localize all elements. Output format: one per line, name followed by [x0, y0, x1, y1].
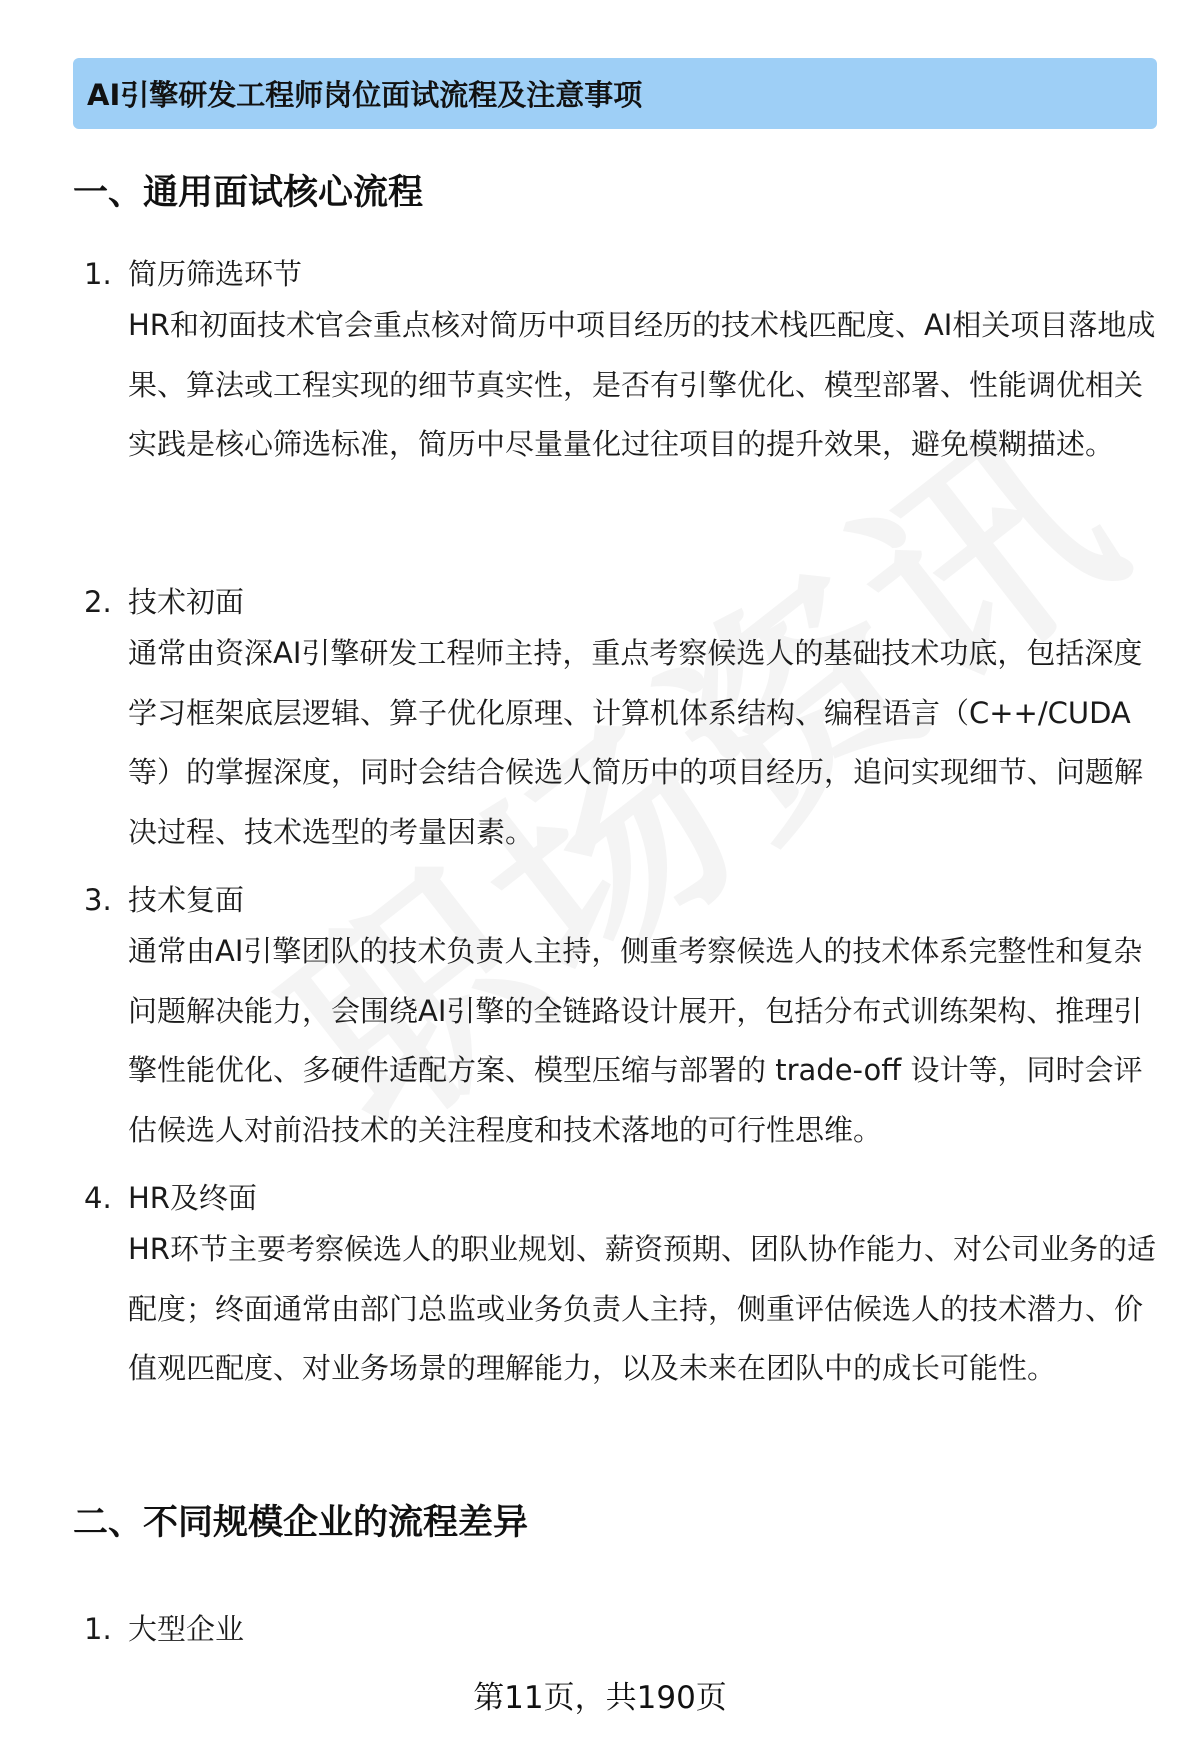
list-item-body: 通常由资深AI引擎研发工程师主持，重点考察候选人的基础技术功底，包括深度学习框架底层逻辑、算子优化原理、计算机体系结构、编程语言（C++/CUDA等）的掌握深度，同时会结合候选人简历中的项目经历，追问实现细节、问题解决过程、技术选型的考量因素。 — [128, 636, 1144, 849]
list-item-body: 通常由AI引擎团队的技术负责人主持，侧重考察候选人的技术体系完整性和复杂问题解决能力，会围绕AI引擎的全链路设计展开，包括分布式训练架构、推理引擎性能优化、多硬件适配方案、模型压缩与部署的 trade-off 设计等，同时会评估候选人对前沿技术的关注程度和技术落地的可行性思维。 — [128, 934, 1143, 1147]
list-item-label: 技术初面 — [128, 585, 245, 619]
list-item-number: 2. — [84, 585, 112, 619]
section-heading-2: 二、不同规模企业的流程差异 — [73, 1503, 529, 1543]
list-item-title — [84, 878, 244, 919]
list-item-label: 简历筛选环节 — [128, 257, 303, 291]
list-item-number: 1. — [84, 1612, 112, 1646]
document-title-bar — [73, 58, 1157, 129]
page-footer: 第11页，共190页 — [473, 1680, 727, 1716]
section-heading-1: 一、通用面试核心流程 — [73, 173, 424, 213]
document-title: AI引擎研发工程师岗位面试流程及注意事项 — [87, 78, 643, 112]
list-item-title — [84, 1176, 257, 1217]
list-item-number: 3. — [84, 883, 112, 917]
list-item-body: HR和初面技术官会重点核对简历中项目经历的技术栈匹配度、AI相关项目落地成果、算法或工程实现的细节真实性，是否有引擎优化、模型部署、性能调优相关实践是核心筛选标准，简历中尽量量化过往项目的提升效果，避免模糊描述。 — [128, 308, 1156, 461]
list-item-title — [84, 1607, 244, 1648]
list-item-title — [84, 252, 302, 293]
list-item-number: 1. — [84, 257, 112, 291]
list-item-label: 技术复面 — [128, 883, 245, 917]
list-item-title — [84, 580, 244, 621]
list-item-number: 4. — [84, 1181, 112, 1215]
list-item-body: HR环节主要考察候选人的职业规划、薪资预期、团队协作能力、对公司业务的适配度；终面通常由部门总监或业务负责人主持，侧重评估候选人的技术潜力、价值观匹配度、对业务场景的理解能力，以及未来在团队中的成长可能性。 — [128, 1232, 1156, 1385]
list-item-label: HR及终面 — [128, 1181, 257, 1215]
list-item-label: 大型企业 — [128, 1612, 245, 1646]
